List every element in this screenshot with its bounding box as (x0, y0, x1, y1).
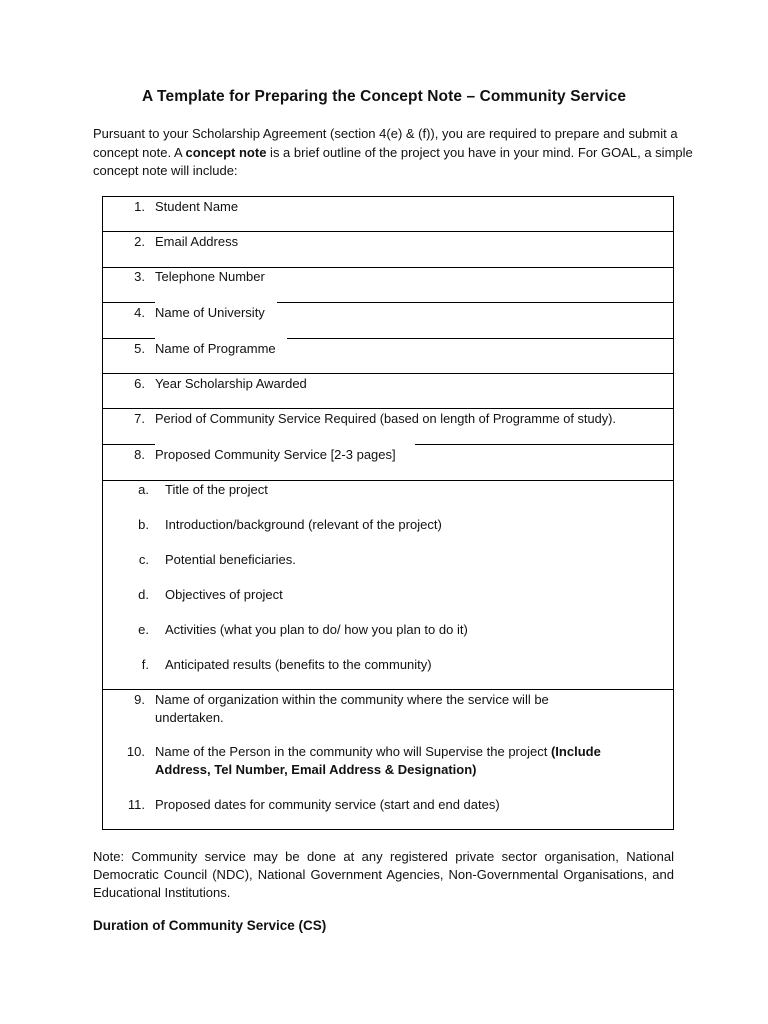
item-label: Name of Programme (155, 341, 276, 356)
item-number: 8. (134, 447, 145, 462)
item-label: Proposed Community Service [2-3 pages] (155, 447, 396, 462)
item-number: 1. (134, 199, 145, 214)
item-number: 3. (134, 269, 145, 284)
sub-item-label: Activities (what you plan to do/ how you plan to do it) (165, 622, 468, 637)
sub-item-label: Objectives of project (165, 587, 283, 602)
item-label: Proposed dates for community service (start and end dates) (155, 797, 500, 812)
row-divider (103, 338, 155, 339)
sub-item-letter: f. (141, 657, 149, 672)
sub-item-label: Anticipated results (benefits to the community) (165, 657, 432, 672)
item-label-bold: (Include (550, 744, 601, 759)
page-title: A Template for Preparing the Concept Note – Community Service (141, 88, 627, 105)
item-number: 5. (134, 341, 145, 356)
item-label: Period of Community Service Required (based on length of Programme of study). (155, 411, 616, 426)
sub-item-label: Potential beneficiaries. (165, 552, 296, 567)
item-label: Student Name (155, 199, 239, 214)
concept-note-form (102, 196, 674, 830)
sub-item-label: Introduction/background (relevant of the project) (165, 517, 442, 532)
intro-bold-term: concept note (185, 144, 267, 160)
row-divider (103, 408, 673, 409)
item-label: Telephone Number (155, 269, 265, 284)
item-label (155, 743, 601, 761)
item-label-text: Name of the Person in the community who will Supervise the project (155, 744, 551, 759)
item-number: 6. (134, 376, 145, 391)
row-divider (103, 302, 155, 303)
sub-item-label: Title of the project (165, 482, 268, 497)
item-number: 7. (134, 411, 145, 426)
item-label-continued (155, 761, 476, 779)
item-label-bold-continued: Address, Tel Number, Email Address & Designation) (155, 762, 477, 777)
row-divider (277, 302, 673, 303)
item-number: 11. (127, 797, 145, 812)
intro-paragraph (93, 125, 693, 181)
sub-item-letter: c. (138, 552, 149, 567)
section-heading-duration: Duration of Community Service (CS) (93, 918, 327, 933)
sub-item-letter: d. (138, 587, 149, 602)
note-paragraph: Note: Community service may be done at any registered private sector organisation, National Democratic Council (NDC), National Government Agencies, Non-Governmental Organisations, and Educational Institutions. (93, 849, 674, 900)
row-divider (103, 444, 155, 445)
item-number: 4. (134, 305, 145, 320)
item-label: Email Address (155, 234, 239, 249)
row-divider (415, 444, 673, 445)
item-label-continued: undertaken. (155, 710, 224, 725)
row-divider (103, 373, 673, 374)
item-label: Year Scholarship Awarded (155, 376, 307, 391)
row-divider (103, 689, 673, 690)
sub-item-letter: a. (138, 482, 149, 497)
sub-item-letter: e. (138, 622, 149, 637)
item-number: 10. (126, 744, 145, 759)
item-number: 9. (134, 692, 145, 707)
item-number: 2. (134, 234, 145, 249)
item-label: Name of University (155, 305, 265, 320)
sub-item-letter: b. (138, 517, 149, 532)
intro-text-1: Pursuant to your Scholarship Agreement (section 4(e) & (f)), you are required to prepare and submit a concept note. A (93, 126, 678, 160)
intro-text-2: is a brief outline of the project you have in your mind. For GOAL, a simple concept note will include: (93, 144, 693, 178)
row-divider (287, 338, 673, 339)
item-label: Name of organization within the community where the service will be (155, 692, 549, 707)
row-divider (103, 231, 673, 232)
